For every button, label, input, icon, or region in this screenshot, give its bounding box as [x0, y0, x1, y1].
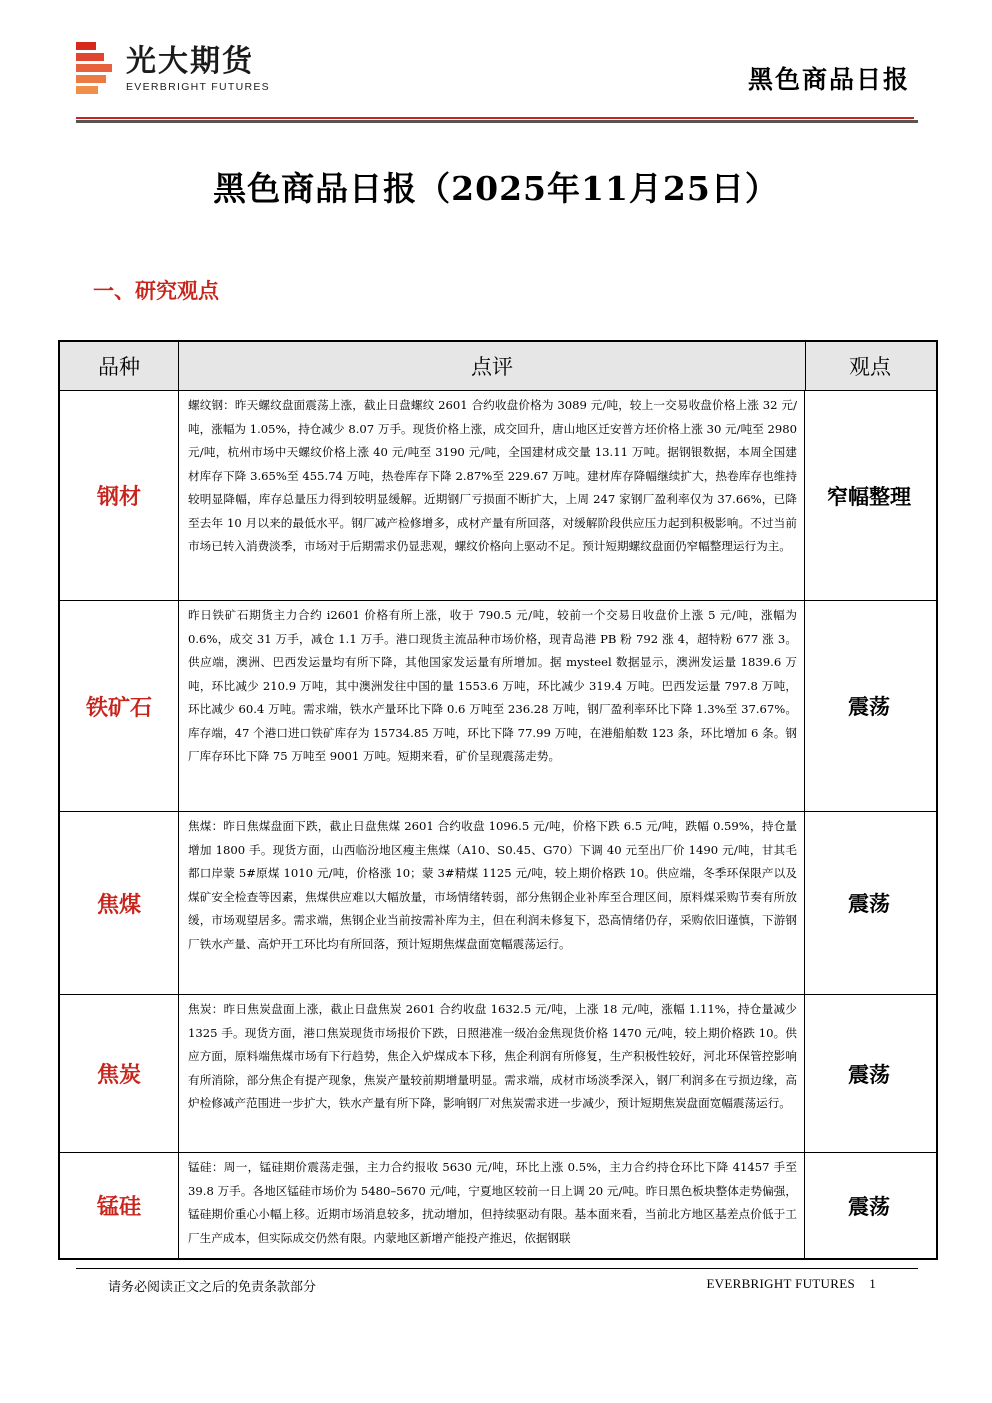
company-logo — [76, 42, 270, 96]
commentary-text: 昨日铁矿石期货主力合约 i2601 价格有所上涨，收于 790.5 元/吨，较前一个交易日收盘价上涨 5 元/吨，涨幅为 0.6%，成交 31 万手，减仓 1.1 万手。港口现货主流品种市场价格，现青岛港 PB 粉 792 涨 4，超特粉 677 涨 3。供应端，澳洲、巴西发运量均有所下降，其他国家发运量有所增加。据 mysteel 数据显示，澳洲发运量 1839.6 万吨，环比减少 210.9 万吨，其中澳洲发往中国的量 1553.6 万吨，环比减少 319.4 万吨。巴西发运量 797.8 万吨，环比减少 60.4 万吨。需求端，铁水产量环比下降 0.6 万吨至 236.28 万吨，钢厂盈利率环比下降 1.3%至 37.67%。库存端，47 个港口进口铁矿库存为 15734.85 万吨，环比下降 77.99 万吨，在港船舶数 123 条，环比增加 6 条。钢厂库存环比下降 75 万吨至 9001 万吨。短期来看，矿价呈现震荡走势。 — [179, 601, 805, 811]
variety-name: 焦炭 — [60, 995, 179, 1152]
table-header-row — [60, 342, 936, 391]
variety-name: 焦煤 — [60, 812, 179, 994]
view-label: 窄幅整理 — [827, 484, 911, 509]
table-row — [60, 995, 936, 1153]
header-commentary: 点评 — [179, 342, 806, 390]
header-divider — [76, 117, 914, 119]
view-label: 震荡 — [848, 1194, 890, 1219]
logo-english-name: EVERBRIGHT FUTURES — [126, 80, 270, 93]
logo-mark-icon — [76, 42, 116, 96]
header-variety: 品种 — [60, 342, 179, 390]
footer-disclaimer: 请务必阅读正文之后的免责条款部分 — [108, 1280, 317, 1295]
table-row — [60, 812, 936, 995]
table-row — [60, 1153, 936, 1258]
page-header — [0, 0, 992, 130]
commentary-text: 螺纹钢：昨天螺纹盘面震荡上涨，截止日盘螺纹 2601 合约收盘价格为 3089 元/吨，较上一交易收盘价格上涨 32 元/吨，涨幅为 1.05%，持仓减少 8.07 万手。现货价格上涨，成交回升，唐山地区迁安普方坯价格上涨 30 元/吨至 2980 元/吨，杭州市场中天螺纹价格上涨 40 元/吨至 3190 元/吨，全国建材成交量 13.11 万吨。据钢银数据，本周全国建材库存下降 3.65%至 455.74 万吨，热卷库存下降 2.87%至 229.67 万吨。建材库存降幅继续扩大，热卷库存也维持较明显降幅，库存总量压力得到较明显缓解。近期钢厂亏损面不断扩大，上周 247 家钢厂盈利率仅为 37.66%，已降至去年 10 月以来的最低水平。钢厂减产检修增多，成材产量有所回落，对缓解阶段供应压力起到积极影响。不过当前市场已转入消费淡季，市场对于后期需求仍显悲观，螺纹价格向上驱动不足。预计短期螺纹盘面仍窄幅整理运行为主。 — [179, 391, 805, 600]
commentary-text: 焦炭：昨日焦炭盘面上涨，截止日盘焦炭 2601 合约收盘 1632.5 元/吨，上涨 18 元/吨，涨幅 1.11%，持仓量减少 1325 手。现货方面，港口焦炭现货市场报价下跌，日照港准一级冶金焦现货价格 1470 元/吨，较上期价格跌 10。供应方面，原料端焦煤市场有下行趋势，焦企入炉煤成本下移，焦企利润有所修复，生产积极性较好，河北环保管控影响有所消除，部分焦企有提产现象，焦炭产量较前期增量明显。需求端，成材市场淡季深入，钢厂利润多在亏损边缘，高炉检修减产范围进一步扩大，铁水产量有所下降，影响钢厂对焦炭需求进一步减少，预计短期焦炭盘面宽幅震荡运行。 — [179, 995, 805, 1152]
footer-brand: EVERBRIGHT FUTURES — [706, 1276, 855, 1291]
commentary-text: 锰硅：周一，锰硅期价震荡走强，主力合约报收 5630 元/吨，环比上涨 0.5%，主力合约持仓环比下降 41457 手至 39.8 万手。各地区锰硅市场价为 5480–5670 元/吨，宁夏地区较前一日上调 20 元/吨。昨日黑色板块整体走势偏强，锰硅期价重心小幅上移。近期市场消息较多，扰动增加，但持续驱动有限。基本面来看，当前北方地区基差点价低于工厂生产成本，但实际成交仍然有限。内蒙地区新增产能投产推迟，依据钢联 — [179, 1153, 805, 1258]
variety-name: 钢材 — [60, 391, 179, 600]
view-label: 震荡 — [848, 695, 890, 719]
table-row — [60, 601, 936, 812]
footer-divider — [76, 1268, 918, 1269]
variety-name: 铁矿石 — [60, 601, 179, 811]
table-row — [60, 391, 936, 601]
header-report-name: 黑色商品日报 — [747, 65, 910, 94]
page-number: 1 — [869, 1276, 876, 1291]
commentary-text: 焦煤：昨日焦煤盘面下跌，截止日盘焦煤 2601 合约收盘 1096.5 元/吨，价格下跌 6.5 元/吨，跌幅 0.59%，持仓量增加 1800 手。现货方面，山西临汾地区瘦主焦煤（A10、S0.45、G70）下调 40 元至出厂价 1490 元/吨，甘其毛都口岸蒙 5#原煤 1010 元/吨，价格涨 10；蒙 3#精煤 1125 元/吨，较上期价格跌 10。供应端，冬季环保限产以及煤矿安全检查等因素，焦煤供应难以大幅放量，市场情绪转弱，部分焦钢企业补库至合理区间，原料煤采购节奏有所放缓，市场观望居多。需求端，焦钢企业当前按需补库为主，但在利润未修复下，恐高情绪仍存，采购依旧谨慎，下游钢厂铁水产量、高炉开工环比均有所回落，预计短期焦煤盘面宽幅震荡运行。 — [179, 812, 805, 994]
research-view-table — [58, 340, 938, 1260]
header-divider-shadow — [76, 120, 918, 123]
view-label: 震荡 — [848, 1062, 890, 1087]
report-title: 黑色商品日报（2025年11月25日） — [213, 169, 779, 208]
header-view: 观点 — [849, 355, 891, 379]
logo-chinese-name: 光大期货 — [126, 43, 254, 79]
section-heading: 一、研究观点 — [93, 279, 219, 303]
variety-name: 锰硅 — [60, 1153, 179, 1258]
view-label: 震荡 — [848, 892, 890, 916]
footer-brand-page — [706, 1276, 876, 1292]
